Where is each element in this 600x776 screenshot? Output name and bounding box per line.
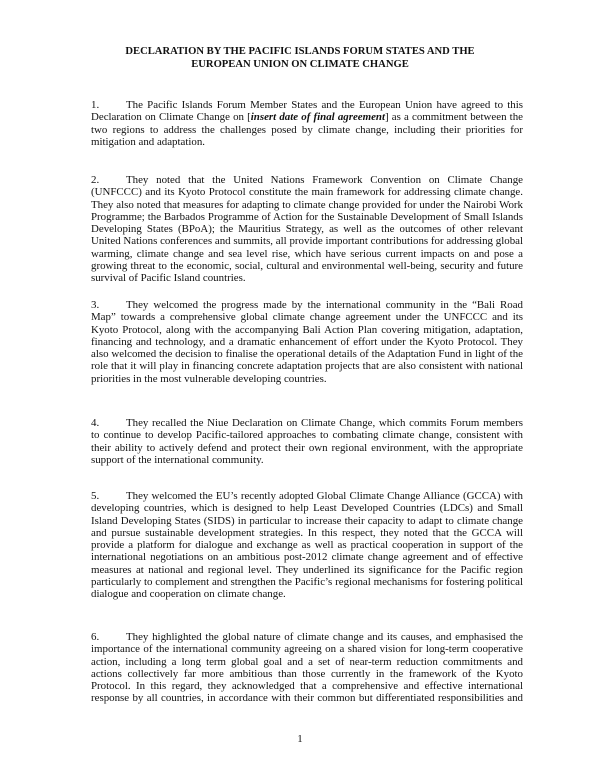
paragraph-number: 5. xyxy=(91,490,100,502)
paragraph-number: 3. xyxy=(91,299,100,311)
paragraph-1 xyxy=(91,99,523,148)
page-number: 1 xyxy=(297,733,303,745)
paragraph-text: They noted that the United Nations Framework Convention on Climate Change (UNFCCC) and its Kyoto Protocol constitute the main framework for addressing climate change. They also noted that measures for adapting to climate change provided for under the Nairobi Work Programme; the Barbados Programme of Action for the Sustainable Development of Small Islands Developing States (BPoA); the Mauritius Strategy, as well as the outcomes of other relevant United Nations conferences and summits, all provide important contributions for addressing global warming, climate change and sea level rise, which have serious current impacts on and pose a growing threat to the economic, social, cultural and environmental well-being, security and future survival of Pacific Island countries. xyxy=(91,174,523,285)
paragraph-number: 1. xyxy=(91,99,100,111)
paragraph-number: 4. xyxy=(91,417,100,429)
paragraph-5 xyxy=(91,490,523,601)
document-title xyxy=(60,46,540,71)
paragraph-text: They welcomed the EU’s recently adopted Global Climate Change Alliance (GCCA) with developing countries, which is designed to help Least Developed Countries (LDCs) and Small Island Developing States (SIDS) in particular to increase their capacity to adapt to climate change and pursue sustainable development strategies. In this respect, they noted that the GCCA will provide a platform for dialogue and exchange as well as practical cooperation in support of the international negotiations on an ambitious post-2012 climate change agreement and of effective measures at national and regional level. They underlined its significance for the Pacific region particularly to complement and strengthen the Pacific’s regional mechanisms for fostering political dialogue and cooperation on climate change. xyxy=(91,490,523,601)
paragraph-text: The Pacific Islands Forum Member States and the European Union have agreed to this Declaration on Climate Change on [ xyxy=(91,99,523,124)
paragraph-4 xyxy=(91,417,523,466)
paragraph-text: They recalled the Niue Declaration on Climate Change, which commits Forum members to continue to develop Pacific-tailored approaches to combating climate change, consistent with their ability to actively defend and protect their own regional environment, with the appropriate support of the international community. xyxy=(91,417,523,466)
paragraph-text: They highlighted the global nature of climate change and its causes, and emphasised the importance of the international community agreeing on a shared vision for long-term cooperative action, including a long term global goal and a set of near-term reduction commitments and actions collectively far more ambitious than those currently in the framework of the Kyoto Protocol. In this regard, they acknowledged that a comprehensive and effective international response by all countries, in accordance with their common but differentiated responsibilities and xyxy=(91,631,523,705)
paragraph-6 xyxy=(91,631,523,705)
paragraph-3 xyxy=(91,299,523,385)
title-line-1: DECLARATION BY THE PACIFIC ISLANDS FORUM STATES AND THE xyxy=(125,46,475,57)
title-line-2: EUROPEAN UNION ON CLIMATE CHANGE xyxy=(191,58,409,70)
paragraph-2 xyxy=(91,174,523,285)
paragraph-number: 2. xyxy=(91,174,100,186)
paragraph-number: 6. xyxy=(91,631,100,643)
placeholder-emphasis: insert date of final agreement xyxy=(250,111,386,124)
paragraph-text: They welcomed the progress made by the international community in the “Bali Road Map” towards a comprehensive global climate change agreement under the UNFCCC and its Kyoto Protocol, along with the accompanying Bali Action Plan covering mitigation, adaptation, financing and technology, and a dramatic enhancement of effort under the Kyoto Protocol. They also welcomed the decision to finalise the operational details of the Adaptation Fund in light of the role that it will play in financing concrete adaptation projects that are also consistent with national priorities in the most vulnerable developing countries. xyxy=(91,299,523,385)
paragraph-text: ] as a commitment between the two regions to address the challenges posed by climate change, including their priorities for mitigation and adaptation. xyxy=(91,111,523,148)
